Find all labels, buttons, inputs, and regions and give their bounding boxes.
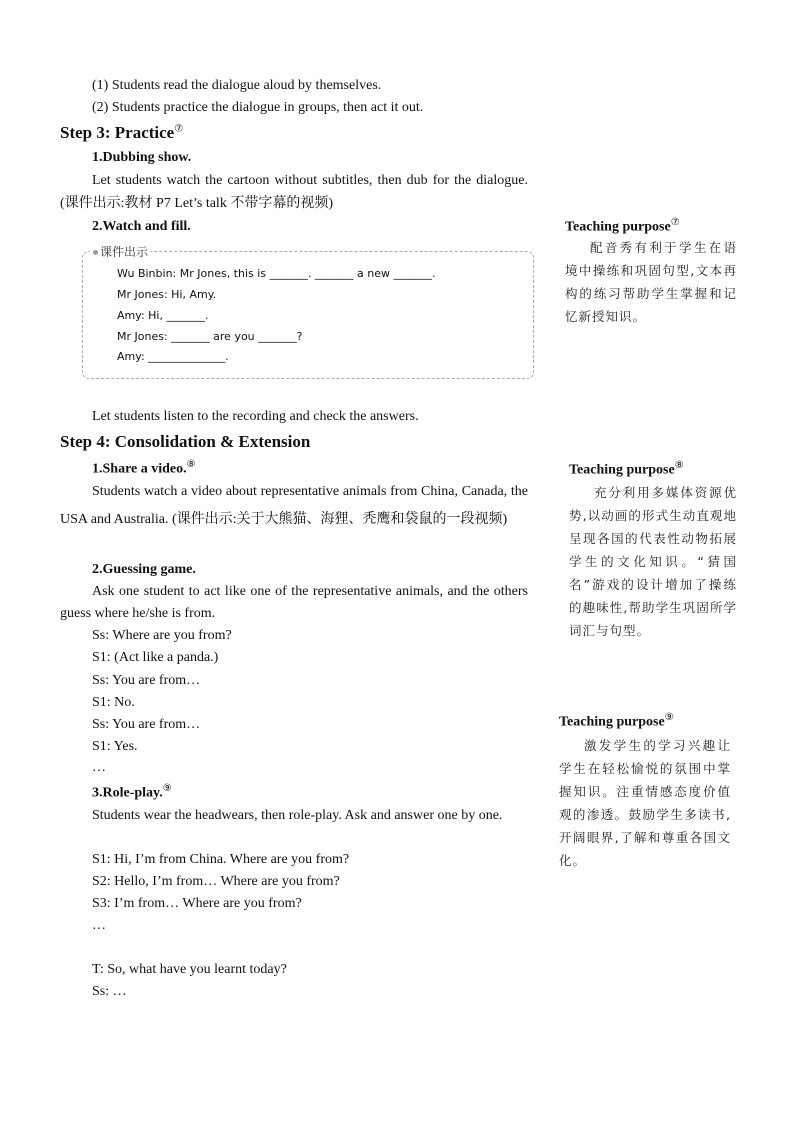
watch-and-fill-title: 2.Watch and fill. [92, 219, 191, 234]
share-video-text: Students watch a video about representative animals from China, Canada, the USA and Australia. (课件出示:关于大熊猫、海狸、秃鹰和袋鼠的一段视频) [60, 484, 528, 527]
role-dialogue-ellipsis: … [92, 918, 106, 933]
role-play-title: 3.Role-play. [92, 785, 163, 801]
share-video-heading [92, 459, 196, 478]
teaching-purpose-7-text: 配音秀有利于学生在语境中操练和巩固句型,文本再构的练习帮助学生掌握和记忆新授知识。 [565, 240, 737, 324]
role-dialogue-line: S2: Hello, I’m from… Where are you from? [92, 874, 340, 889]
guess-dialogue-line: S1: (Act like a panda.) [92, 650, 219, 665]
guessing-game-text: Ask one student to act like one of the representative animals, and the others guess where he/she is from. [60, 584, 528, 621]
teaching-purpose-label: Teaching purpose [559, 714, 665, 730]
teaching-purpose-label: Teaching purpose [565, 219, 671, 235]
bullet-dot-icon [93, 250, 98, 255]
teaching-purpose-9-title [559, 712, 674, 731]
teaching-purpose-8-title [569, 460, 684, 479]
courseware-tag [90, 243, 151, 260]
step3-title: Step 3: Practice [60, 123, 175, 142]
intro-line-1: (1) Students read the dialogue aloud by themselves. [92, 78, 382, 93]
role-dialogue-line: S3: I’m from… Where are you from? [92, 896, 302, 911]
guessing-game-title: 2.Guessing game. [92, 562, 196, 577]
dubbing-show-text: Let students watch the cartoon without subtitles, then dub for the dialogue. (课件出示:教材 P7 Let’s talk 不带字幕的视频) [60, 173, 528, 211]
footnote-mark-7: ⑦ [670, 217, 680, 228]
footnote-mark-8: ⑧ [674, 460, 684, 471]
dubbing-show-title: 1.Dubbing show. [92, 150, 192, 165]
guess-dialogue-line: S1: No. [92, 695, 135, 710]
guess-dialogue-line: Ss: You are from… [92, 673, 201, 688]
step3-heading [60, 123, 183, 143]
closing-line-students: Ss: … [92, 984, 127, 999]
guess-dialogue-line: Ss: Where are you from? [92, 628, 232, 643]
guess-dialogue-ellipsis: … [92, 760, 106, 775]
footnote-mark-9: ⑨ [162, 783, 172, 794]
footnote-mark-7: ⑦ [174, 123, 184, 135]
check-answers-text: Let students listen to the recording and check the answers. [92, 409, 419, 424]
courseware-tag-label: 课件出示 [100, 245, 149, 259]
closing-line-teacher: T: So, what have you learnt today? [92, 962, 287, 977]
fill-line-5: Amy: ______________. [117, 350, 229, 363]
fill-line-3: Amy: Hi, _______. [117, 309, 209, 322]
role-play-text: Students wear the headwears, then role-play. Ask and answer one by one. [92, 808, 503, 823]
teaching-purpose-8-text: 充分利用多媒体资源优势,以动画的形式生动直观地呈现各国的代表性动物拓展学生的文化知识。“猜国名”游戏的设计增加了操练的趣味性,帮助学生巩固所学词汇与句型。 [569, 485, 737, 638]
guess-dialogue-line: Ss: You are from… [92, 717, 201, 732]
share-video-title: 1.Share a video. [92, 461, 187, 477]
intro-line-2: (2) Students practice the dialogue in groups, then act it out. [92, 100, 424, 115]
guess-dialogue-line: S1: Yes. [92, 739, 138, 754]
fill-line-1: Wu Binbin: Mr Jones, this is _______. _______ a new _______. [117, 267, 436, 280]
role-play-heading [92, 783, 172, 802]
footnote-mark-8: ⑧ [186, 459, 196, 470]
role-dialogue-line: S1: Hi, I’m from China. Where are you from? [92, 852, 350, 867]
fill-line-2: Mr Jones: Hi, Amy. [117, 288, 217, 301]
step4-title: Step 4: Consolidation & Extension [60, 432, 311, 451]
teaching-purpose-9-text: 激发学生的学习兴趣让学生在轻松愉悦的氛围中掌握知识。注重情感态度价值观的渗透。鼓励学生多读书,开阔眼界,了解和尊重各国文化。 [559, 738, 731, 868]
teaching-purpose-7-title [565, 217, 680, 236]
teaching-purpose-label: Teaching purpose [569, 462, 675, 478]
fill-line-4: Mr Jones: _______ are you _______? [117, 330, 303, 343]
footnote-mark-9: ⑨ [664, 712, 674, 723]
